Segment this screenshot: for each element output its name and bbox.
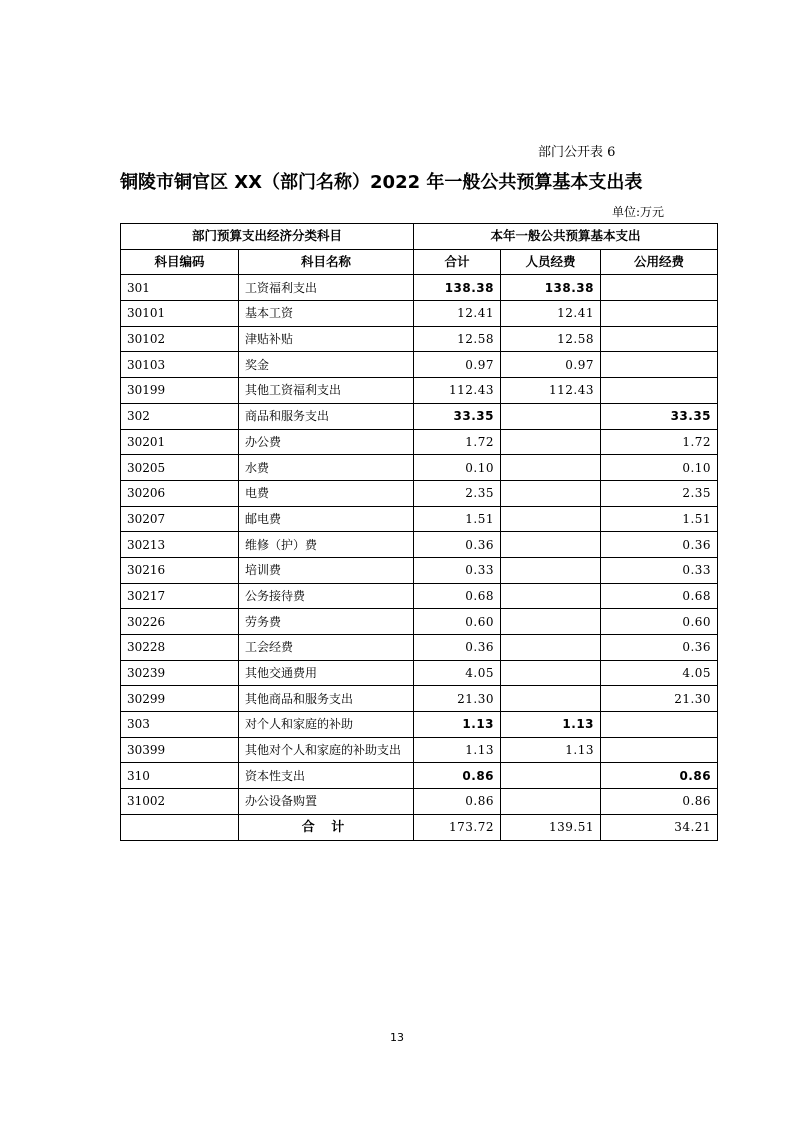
- cell-code: 30226: [121, 609, 239, 635]
- table-row: [121, 326, 718, 352]
- cell-personnel: 12.58: [501, 326, 601, 352]
- cell-name: 水费: [239, 455, 414, 481]
- table-row: [121, 763, 718, 789]
- cell-total: 0.60: [414, 609, 501, 635]
- cell-public: [601, 737, 718, 763]
- cell-public: 4.05: [601, 660, 718, 686]
- cell-total: 0.33: [414, 557, 501, 583]
- cell-code: 30103: [121, 352, 239, 378]
- table-row: [121, 737, 718, 763]
- cell-total: 0.10: [414, 455, 501, 481]
- cell-code: 30205: [121, 455, 239, 481]
- cell-code: 30399: [121, 737, 239, 763]
- cell-personnel: [501, 763, 601, 789]
- cell-code: 30213: [121, 532, 239, 558]
- table-body: [121, 275, 718, 840]
- cell-public: [601, 352, 718, 378]
- cell-name: 邮电费: [239, 506, 414, 532]
- cell-total: 1.13: [414, 712, 501, 738]
- cell-personnel: 0.97: [501, 352, 601, 378]
- header-group-row: [121, 224, 718, 250]
- cell-public: [601, 712, 718, 738]
- cell-total: 0.36: [414, 635, 501, 661]
- cell-total: 0.68: [414, 583, 501, 609]
- cell-code: 302: [121, 403, 239, 429]
- cell-total: 0.86: [414, 789, 501, 815]
- table-row: [121, 686, 718, 712]
- header-economic-classification: 部门预算支出经济分类科目: [121, 224, 414, 250]
- cell-name: 基本工资: [239, 301, 414, 327]
- table-row: [121, 712, 718, 738]
- table-row: [121, 378, 718, 404]
- cell-personnel: [501, 686, 601, 712]
- table-row: [121, 403, 718, 429]
- cell-personnel: [501, 660, 601, 686]
- cell-name: 公务接待费: [239, 583, 414, 609]
- cell-name: 办公费: [239, 429, 414, 455]
- table-row: [121, 635, 718, 661]
- cell-name: 工资福利支出: [239, 275, 414, 301]
- cell-total: 12.41: [414, 301, 501, 327]
- cell-name: 其他对个人和家庭的补助支出: [239, 737, 414, 763]
- table-row: [121, 609, 718, 635]
- cell-personnel: [501, 609, 601, 635]
- cell-code: 303: [121, 712, 239, 738]
- cell-total: 2.35: [414, 480, 501, 506]
- cell-public: 0.33: [601, 557, 718, 583]
- cell-public: 33.35: [601, 403, 718, 429]
- totals-label: 合 计: [239, 814, 414, 840]
- table-row: [121, 557, 718, 583]
- table-row: [121, 583, 718, 609]
- cell-name: 其他工资福利支出: [239, 378, 414, 404]
- cell-name: 其他商品和服务支出: [239, 686, 414, 712]
- cell-code: 30101: [121, 301, 239, 327]
- totals-personnel: 139.51: [501, 814, 601, 840]
- totals-public: 34.21: [601, 814, 718, 840]
- header-basic-expenditure: 本年一般公共预算基本支出: [414, 224, 718, 250]
- cell-code: 30201: [121, 429, 239, 455]
- cell-code: 30299: [121, 686, 239, 712]
- cell-public: 0.36: [601, 532, 718, 558]
- table-row: [121, 660, 718, 686]
- cell-public: 0.86: [601, 763, 718, 789]
- cell-public: [601, 275, 718, 301]
- cell-public: 1.72: [601, 429, 718, 455]
- cell-name: 其他交通费用: [239, 660, 414, 686]
- cell-total: 0.86: [414, 763, 501, 789]
- header-public: 公用经费: [601, 249, 718, 275]
- form-number: 部门公开表 6: [538, 145, 616, 160]
- cell-public: [601, 301, 718, 327]
- cell-code: [121, 814, 239, 840]
- cell-public: 2.35: [601, 480, 718, 506]
- cell-personnel: 1.13: [501, 712, 601, 738]
- totals-row: [121, 814, 718, 840]
- cell-personnel: [501, 506, 601, 532]
- cell-code: 310: [121, 763, 239, 789]
- header-code: 科目编码: [121, 249, 239, 275]
- cell-public: 0.68: [601, 583, 718, 609]
- page-title: 铜陵市铜官区 XX（部门名称）2022 年一般公共预算基本支出表: [120, 172, 643, 193]
- cell-personnel: 1.13: [501, 737, 601, 763]
- table-row: [121, 789, 718, 815]
- cell-total: 33.35: [414, 403, 501, 429]
- cell-name: 工会经费: [239, 635, 414, 661]
- cell-code: 30216: [121, 557, 239, 583]
- cell-public: 1.51: [601, 506, 718, 532]
- cell-code: 30102: [121, 326, 239, 352]
- header-name: 科目名称: [239, 249, 414, 275]
- cell-name: 对个人和家庭的补助: [239, 712, 414, 738]
- cell-name: 办公设备购置: [239, 789, 414, 815]
- cell-code: 301: [121, 275, 239, 301]
- cell-total: 1.51: [414, 506, 501, 532]
- cell-total: 21.30: [414, 686, 501, 712]
- cell-personnel: 12.41: [501, 301, 601, 327]
- page-number: 13: [390, 1031, 404, 1044]
- table-row: [121, 352, 718, 378]
- cell-public: 21.30: [601, 686, 718, 712]
- cell-code: 31002: [121, 789, 239, 815]
- cell-total: 0.36: [414, 532, 501, 558]
- cell-total: 1.72: [414, 429, 501, 455]
- table-row: [121, 455, 718, 481]
- cell-name: 劳务费: [239, 609, 414, 635]
- cell-public: [601, 326, 718, 352]
- cell-personnel: [501, 455, 601, 481]
- cell-total: 12.58: [414, 326, 501, 352]
- cell-name: 津贴补贴: [239, 326, 414, 352]
- cell-public: 0.60: [601, 609, 718, 635]
- cell-personnel: 138.38: [501, 275, 601, 301]
- cell-total: 0.97: [414, 352, 501, 378]
- cell-name: 商品和服务支出: [239, 403, 414, 429]
- table-row: [121, 480, 718, 506]
- cell-public: 0.86: [601, 789, 718, 815]
- cell-public: 0.36: [601, 635, 718, 661]
- cell-total: 4.05: [414, 660, 501, 686]
- cell-code: 30228: [121, 635, 239, 661]
- cell-code: 30206: [121, 480, 239, 506]
- table-row: [121, 301, 718, 327]
- table-header: [121, 224, 718, 275]
- budget-table: [120, 223, 718, 841]
- header-total: 合计: [414, 249, 501, 275]
- table-row: [121, 429, 718, 455]
- cell-personnel: [501, 557, 601, 583]
- cell-public: 0.10: [601, 455, 718, 481]
- cell-public: [601, 378, 718, 404]
- unit-label: 单位:万元: [612, 205, 665, 219]
- table-row: [121, 532, 718, 558]
- cell-personnel: [501, 403, 601, 429]
- cell-name: 奖金: [239, 352, 414, 378]
- table-row: [121, 275, 718, 301]
- cell-code: 30239: [121, 660, 239, 686]
- cell-name: 维修（护）费: [239, 532, 414, 558]
- cell-total: 1.13: [414, 737, 501, 763]
- cell-total: 138.38: [414, 275, 501, 301]
- table-row: [121, 506, 718, 532]
- cell-code: 30199: [121, 378, 239, 404]
- cell-name: 培训费: [239, 557, 414, 583]
- cell-total: 112.43: [414, 378, 501, 404]
- header-personnel: 人员经费: [501, 249, 601, 275]
- cell-personnel: [501, 583, 601, 609]
- cell-personnel: 112.43: [501, 378, 601, 404]
- cell-code: 30217: [121, 583, 239, 609]
- cell-personnel: [501, 635, 601, 661]
- cell-code: 30207: [121, 506, 239, 532]
- cell-personnel: [501, 480, 601, 506]
- cell-name: 资本性支出: [239, 763, 414, 789]
- cell-personnel: [501, 532, 601, 558]
- totals-total: 173.72: [414, 814, 501, 840]
- cell-personnel: [501, 789, 601, 815]
- cell-personnel: [501, 429, 601, 455]
- cell-name: 电费: [239, 480, 414, 506]
- header-column-row: [121, 249, 718, 275]
